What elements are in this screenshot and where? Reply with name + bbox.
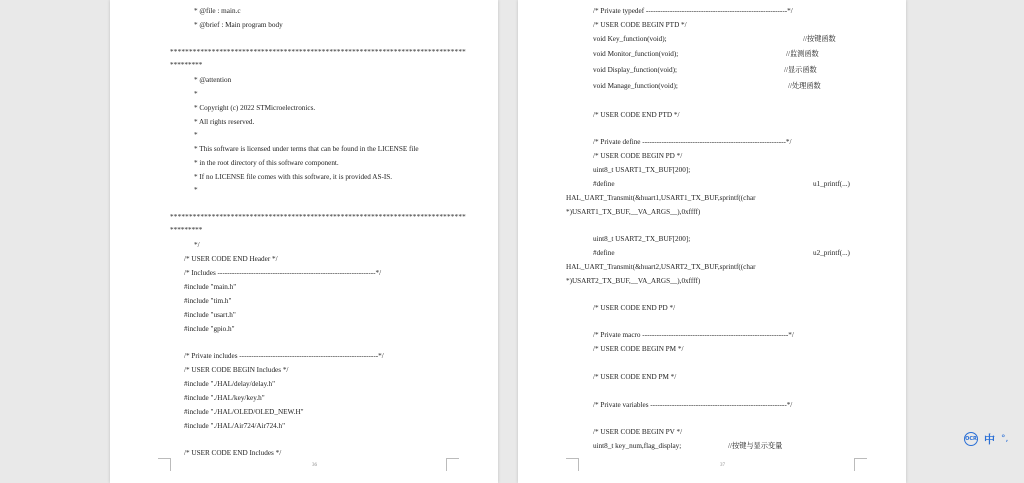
document-page-37	[518, 0, 906, 483]
code-line: /* Private macro -------------------------------------------------------------*/	[593, 331, 794, 339]
code-line: /* Private variables ---------------------------------------------------------*/	[593, 401, 793, 409]
code-line: */	[194, 241, 200, 249]
code-comment: //监测函数	[786, 50, 819, 58]
code-line: uint8_t USART1_TX_BUF[200];	[593, 166, 691, 174]
code-line: #include "./HAL/OLED/OLED_NEW.H"	[184, 408, 304, 416]
code-line: uint8_t USART2_TX_BUF[200];	[593, 235, 691, 243]
code-comment: //按键函数	[803, 35, 836, 43]
code-line: *)USART2_TX_BUF,__VA_ARGS__),0xffff)	[566, 277, 701, 285]
page-corner-mark	[446, 458, 459, 471]
chinese-input-icon[interactable]: 中	[984, 433, 995, 446]
code-line: ******************************************************************************	[170, 213, 466, 221]
code-line: ******************************************************************************	[170, 48, 466, 56]
code-line: u1_printf(...)	[813, 180, 850, 188]
code-line: void Key_function(void);	[593, 35, 667, 43]
code-line: * in the root directory of this software component.	[194, 159, 339, 167]
page-number: 37	[720, 463, 725, 468]
code-line: #define	[593, 249, 615, 257]
code-line: void Monitor_function(void);	[593, 50, 679, 58]
code-line: void Manage_function(void);	[593, 82, 678, 90]
code-line: /* USER CODE BEGIN PD */	[593, 152, 683, 160]
code-line: #include "main.h"	[184, 283, 237, 291]
page-corner-mark	[158, 458, 171, 471]
code-line: /* USER CODE END PD */	[593, 304, 676, 312]
code-line: * If no LICENSE file comes with this software, it is provided AS-IS.	[194, 173, 393, 181]
ocr-icon[interactable]: OCR	[964, 432, 978, 446]
code-line: /* Private define ------------------------------------------------------------*/	[593, 138, 792, 146]
code-line: *********	[170, 61, 203, 69]
code-line: void Display_function(void);	[593, 66, 678, 74]
code-line: /* USER CODE END Header */	[184, 255, 278, 263]
code-line: #include "tim.h"	[184, 297, 232, 305]
code-line: #include "gpio.h"	[184, 325, 235, 333]
code-comment: //显示函数	[784, 66, 817, 74]
code-line: #include "./HAL/delay/delay.h"	[184, 380, 276, 388]
code-line: *	[194, 186, 198, 194]
code-line: /* USER CODE END PTD */	[593, 111, 680, 119]
page-number: 36	[312, 463, 317, 468]
code-line: /* USER CODE END Includes */	[184, 449, 282, 457]
code-line: uint8_t key_num,flag_display;	[593, 442, 682, 450]
code-line: *********	[170, 226, 203, 234]
floating-toolbar	[964, 430, 1016, 448]
code-line: /* USER CODE BEGIN PM */	[593, 345, 684, 353]
code-line: #include "./HAL/Air724/Air724.h"	[184, 422, 286, 430]
code-line: *	[194, 131, 198, 139]
code-line: /* Private includes ----------------------------------------------------------*/	[184, 352, 384, 360]
code-line: *	[194, 90, 198, 98]
code-line: HAL_UART_Transmit(&huart2,USART2_TX_BUF,sprintf((char	[566, 263, 756, 271]
code-line: #include "./HAL/key/key.h"	[184, 394, 265, 402]
code-line: * Copyright (c) 2022 STMicroelectronics.	[194, 104, 316, 112]
code-line: * @brief : Main program body	[194, 21, 283, 29]
code-line: * @file : main.c	[194, 7, 241, 15]
code-line: *)USART1_TX_BUF,__VA_ARGS__),0xffff)	[566, 208, 701, 216]
code-line: /* Private typedef -----------------------------------------------------------*/	[593, 7, 793, 15]
page-corner-mark	[566, 458, 579, 471]
code-line: u2_printf(...)	[813, 249, 850, 257]
code-comment: //按键与显示变量	[728, 442, 783, 450]
code-line: HAL_UART_Transmit(&huart1,USART1_TX_BUF,sprintf((char	[566, 194, 756, 202]
dots-icon[interactable]: °,	[1001, 434, 1009, 444]
code-line: * This software is licensed under terms that can be found in the LICENSE file	[194, 145, 419, 153]
code-line: * All rights reserved.	[194, 118, 255, 126]
code-line: #include "usart.h"	[184, 311, 236, 319]
document-page-36	[110, 0, 498, 483]
code-line: /* Includes ------------------------------------------------------------------*/	[184, 269, 382, 277]
code-line: /* USER CODE END PM */	[593, 373, 677, 381]
code-line: #define	[593, 180, 615, 188]
page-corner-mark	[854, 458, 867, 471]
code-line: * @attention	[194, 76, 232, 84]
code-line: /* USER CODE BEGIN PTD */	[593, 21, 687, 29]
code-line: /* USER CODE BEGIN Includes */	[184, 366, 289, 374]
code-comment: //处理函数	[788, 82, 821, 90]
code-line: /* USER CODE BEGIN PV */	[593, 428, 683, 436]
